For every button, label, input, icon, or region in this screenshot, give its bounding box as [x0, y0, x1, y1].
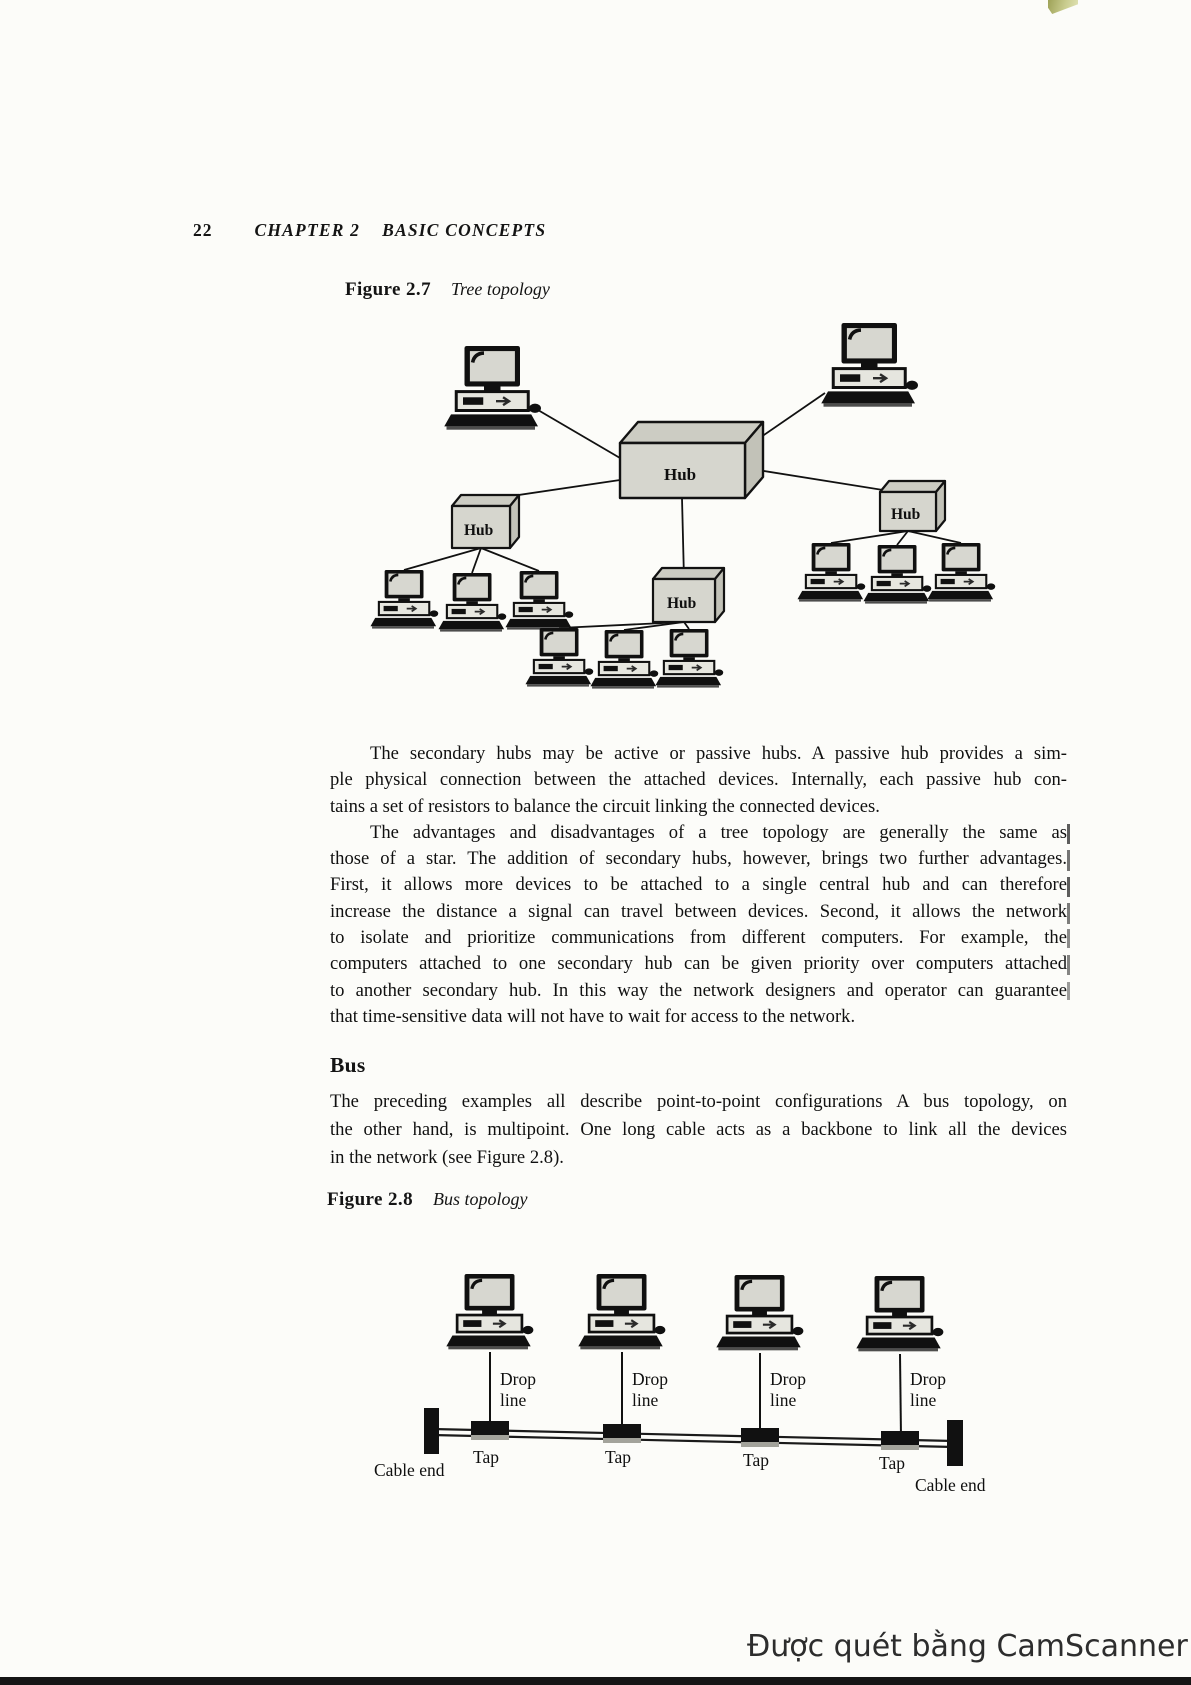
text-line: ple physical connection between the attached devices. Internally, each passive hub con-: [330, 769, 1067, 791]
drop-line-label: Drop: [632, 1369, 668, 1389]
computer-icon: [578, 1274, 665, 1349]
computer-icon: [655, 629, 723, 688]
drop-line-label: Drop: [500, 1369, 536, 1389]
text-line: First, it allows more devices to be attached to a single central hub and can therefore: [330, 874, 1067, 896]
computer-icon: [370, 570, 438, 629]
cable-end-terminator: [947, 1420, 963, 1466]
section-title: BASIC CONCEPTS: [382, 220, 547, 240]
page-header: [193, 220, 546, 241]
bottom-scan-bar: [0, 1677, 1191, 1685]
scan-artifact: [1067, 877, 1070, 897]
scan-artifact: [1067, 955, 1070, 975]
figure-2-7-caption-text: Tree topology: [450, 279, 550, 299]
computer-icon: [590, 630, 658, 689]
computer-icon: [525, 628, 593, 687]
tap-label: Tap: [473, 1447, 499, 1467]
left-hub-box: [452, 495, 519, 548]
drop-lines: [490, 1352, 901, 1438]
figure-2-8-label: Figure 2.8: [327, 1189, 413, 1210]
central-hub-box: [620, 422, 763, 498]
computer-icon: [505, 571, 573, 630]
tap-label: Tap: [743, 1450, 769, 1470]
figure-2-8-caption: [327, 1189, 527, 1211]
cable-end-label: Cable end: [915, 1475, 986, 1495]
computer-icon: [797, 543, 865, 602]
backbone-cable: [432, 1429, 954, 1447]
tree-topology-figure: [350, 298, 1010, 710]
computer-icon: [446, 1274, 533, 1349]
tap-label: Tap: [879, 1453, 905, 1473]
text-line: the other hand, is multipoint. One long cable acts as a backbone to link all the devices: [330, 1119, 1067, 1140]
drop-line-label: line: [910, 1390, 937, 1410]
drop-line-label: line: [632, 1390, 659, 1410]
text-line: that time-sensitive data will not have to wait for access to the network.: [330, 1005, 856, 1027]
computer-icon: [821, 323, 918, 407]
text-line: to another secondary hub. In this way the network designers and operator can guarantee: [330, 979, 1067, 1001]
scan-artifact: [1067, 929, 1070, 948]
bus-paragraph: [330, 1088, 1067, 1172]
drop-line-label: Drop: [910, 1369, 946, 1389]
computer-icon: [856, 1276, 943, 1351]
tap-label: Tap: [605, 1447, 631, 1467]
page-number: 22: [193, 220, 213, 240]
drop-line-label: Drop: [770, 1369, 806, 1389]
cable-end-terminator: [424, 1408, 439, 1454]
scan-artifact: [1067, 824, 1070, 844]
text-line: increase the distance a signal can travel between devices. Second, it allows the network: [330, 900, 1067, 922]
computer-icon: [716, 1275, 803, 1350]
text-line: computers attached to one secondary hub can be given priority over computers attached: [330, 953, 1067, 975]
scan-artifact: [1067, 982, 1070, 1000]
computer-icon: [927, 543, 995, 602]
right-hub-label: Hub: [891, 506, 921, 523]
bus-section-heading: Bus: [330, 1053, 366, 1077]
text-line: The preceding examples all describe point-to-point configurations A bus topology, on: [330, 1091, 1067, 1112]
scan-artifact: [1067, 850, 1070, 871]
body-text: [330, 741, 1067, 1030]
bottom-hub-box: [653, 568, 724, 622]
computer-icon: [438, 573, 506, 632]
text-line: The advantages and disadvantages of a tree topology are generally the same as: [370, 821, 1067, 843]
computer-icon: [444, 346, 541, 430]
central-hub-label: Hub: [664, 465, 697, 484]
right-hub-box: [880, 481, 945, 531]
scan-artifact: [1067, 903, 1070, 924]
text-line: those of a star. The addition of secondary hubs, however, brings two further advantages.: [330, 848, 1067, 870]
chapter-title: CHAPTER 2: [254, 220, 361, 240]
drop-line-label: line: [770, 1390, 797, 1410]
text-line: in the network (see Figure 2.8).: [330, 1147, 564, 1168]
figure-2-8-caption-text: Bus topology: [432, 1189, 528, 1209]
cable-end-label: Cable end: [374, 1460, 445, 1480]
bottom-hub-label: Hub: [667, 595, 697, 612]
bus-topology-figure: [360, 1263, 1000, 1503]
camscanner-watermark: Được quét bằng CamScanner: [747, 1629, 1188, 1664]
figure-2-7-label: Figure 2.7: [345, 279, 431, 300]
left-hub-label: Hub: [464, 522, 494, 539]
text-line: The secondary hubs may be active or passive hubs. A passive hub provides a sim-: [370, 743, 1067, 764]
page-corner-fold: [1048, 0, 1078, 14]
drop-line-label: line: [500, 1390, 527, 1410]
computer-icon: [863, 545, 931, 604]
text-line: to isolate and prioritize communications from different computers. For example, the: [330, 927, 1067, 949]
text-line: tains a set of resistors to balance the circuit linking the connected devices.: [330, 795, 880, 817]
